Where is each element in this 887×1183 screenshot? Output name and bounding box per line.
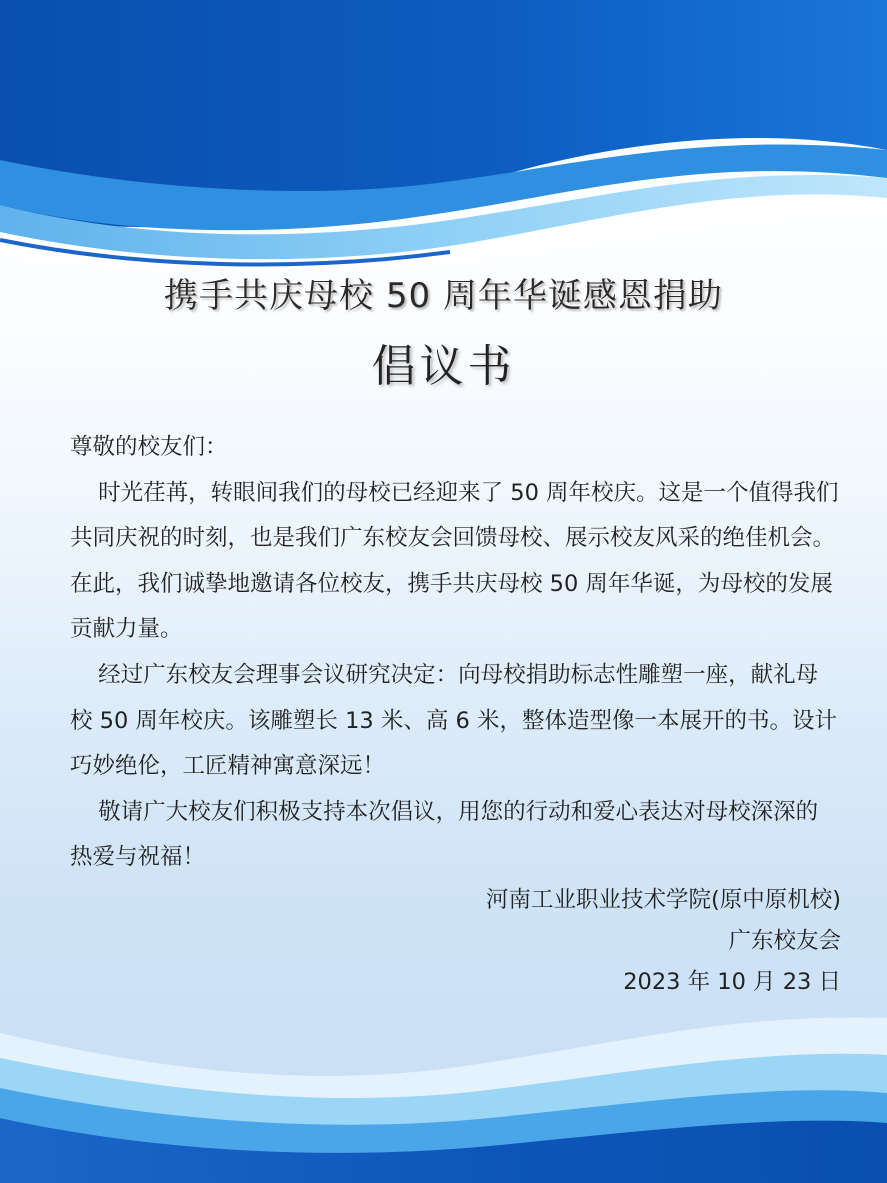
signature-date: 2023 年 10 月 23 日 (623, 969, 841, 995)
paragraph-3: 敬请广大校友们积极支持本次倡议，用您的行动和爱心表达对母校深深的热爱与祝福！ (70, 798, 819, 871)
greeting: 尊敬的校友们： (70, 434, 228, 460)
signature-association: 广东校友会 (728, 928, 841, 954)
signature-school: 河南工业职业技术学院(原中原机校) (485, 887, 841, 913)
top-wave-decoration (0, 0, 887, 275)
bottom-wave-decoration (0, 993, 887, 1183)
signature-block (486, 880, 841, 1003)
title-line-1: 携手共庆母校 50 周年华诞感恩捐助 (164, 276, 723, 316)
paragraph-1: 时光荏苒，转眼间我们的母校已经迎来了 50 周年校庆。这是一个值得我们共同庆祝的时刻，也是我们广东校友会回馈母校、展示校友风采的绝佳机会。在此，我们诚挚地邀请各位校友，携手共庆母校 50 周年华诞，为母校的发展贡献力量。 (70, 479, 839, 643)
letter-body (70, 425, 840, 881)
paragraph-2: 经过广东校友会理事会议研究决定：向母校捐助标志性雕塑一座，献礼母校 50 周年校庆。该雕塑长 13 米、高 6 米，整体造型像一本展开的书。设计巧妙绝伦，工匠精神寓意深远！ (70, 661, 837, 780)
title-line-2: 倡议书 (371, 341, 516, 392)
